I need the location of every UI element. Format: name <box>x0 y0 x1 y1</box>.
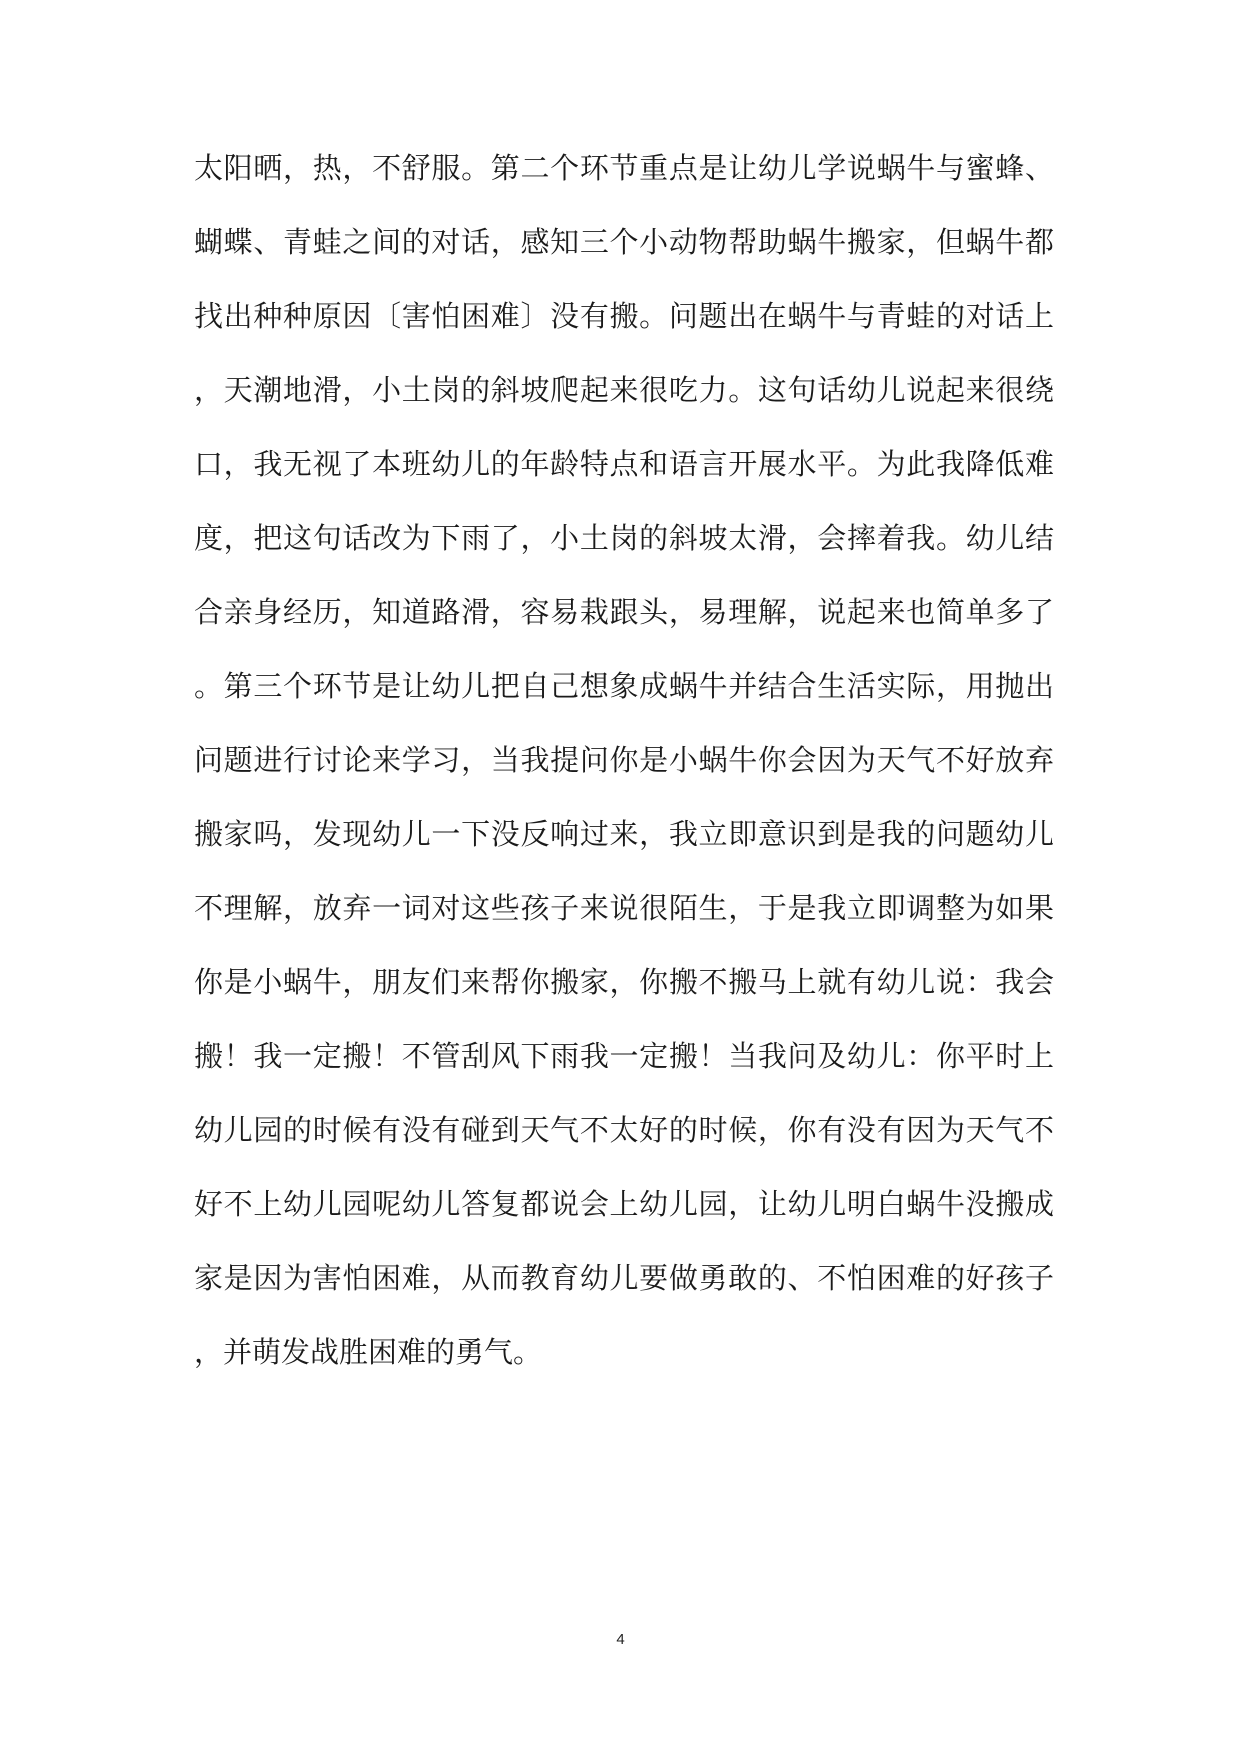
page-number: 4 <box>616 1631 625 1648</box>
text-line: 搬！我一定搬！不管刮风下雨我一定搬！当我问及幼儿：你平时上 <box>194 1039 1054 1073</box>
text-line: 合亲身经历，知道路滑，容易栽跟头，易理解，说起来也简单多了 <box>194 595 1054 629</box>
text-line: 找出种种原因〔害怕困难〕没有搬。问题出在蜗牛与青蛙的对话上 <box>194 299 1054 333</box>
text-line: 太阳晒，热，不舒服。第二个环节重点是让幼儿学说蜗牛与蜜蜂、 <box>194 151 1054 185</box>
text-line: 不理解，放弃一词对这些孩子来说很陌生，于是我立即调整为如果 <box>194 891 1054 925</box>
text-line: 。第三个环节是让幼儿把自己想象成蜗牛并结合生活实际，用抛出 <box>194 669 1054 703</box>
text-line: 你是小蜗牛，朋友们来帮你搬家，你搬不搬马上就有幼儿说：我会 <box>194 965 1054 999</box>
text-line: 度，把这句话改为下雨了，小土岗的斜坡太滑，会摔着我。幼儿结 <box>194 521 1054 555</box>
text-line: ，天潮地滑，小土岗的斜坡爬起来很吃力。这句话幼儿说起来很绕 <box>194 373 1054 407</box>
text-line: 口，我无视了本班幼儿的年龄特点和语言开展水平。为此我降低难 <box>194 447 1054 481</box>
text-line: 幼儿园的时候有没有碰到天气不太好的时候，你有没有因为天气不 <box>194 1113 1054 1147</box>
text-line: 蝴蝶、青蛙之间的对话，感知三个小动物帮助蜗牛搬家，但蜗牛都 <box>194 225 1054 259</box>
body-text <box>194 148 1054 1406</box>
text-line: 搬家吗，发现幼儿一下没反响过来，我立即意识到是我的问题幼儿 <box>194 817 1054 851</box>
text-line: 问题进行讨论来学习，当我提问你是小蜗牛你会因为天气不好放弃 <box>194 743 1054 777</box>
text-line: 好不上幼儿园呢幼儿答复都说会上幼儿园，让幼儿明白蜗牛没搬成 <box>194 1187 1054 1221</box>
text-line: ，并萌发战胜困难的勇气。 <box>194 1335 543 1369</box>
text-line: 家是因为害怕困难，从而教育幼儿要做勇敢的、不怕困难的好孩子 <box>194 1261 1054 1295</box>
